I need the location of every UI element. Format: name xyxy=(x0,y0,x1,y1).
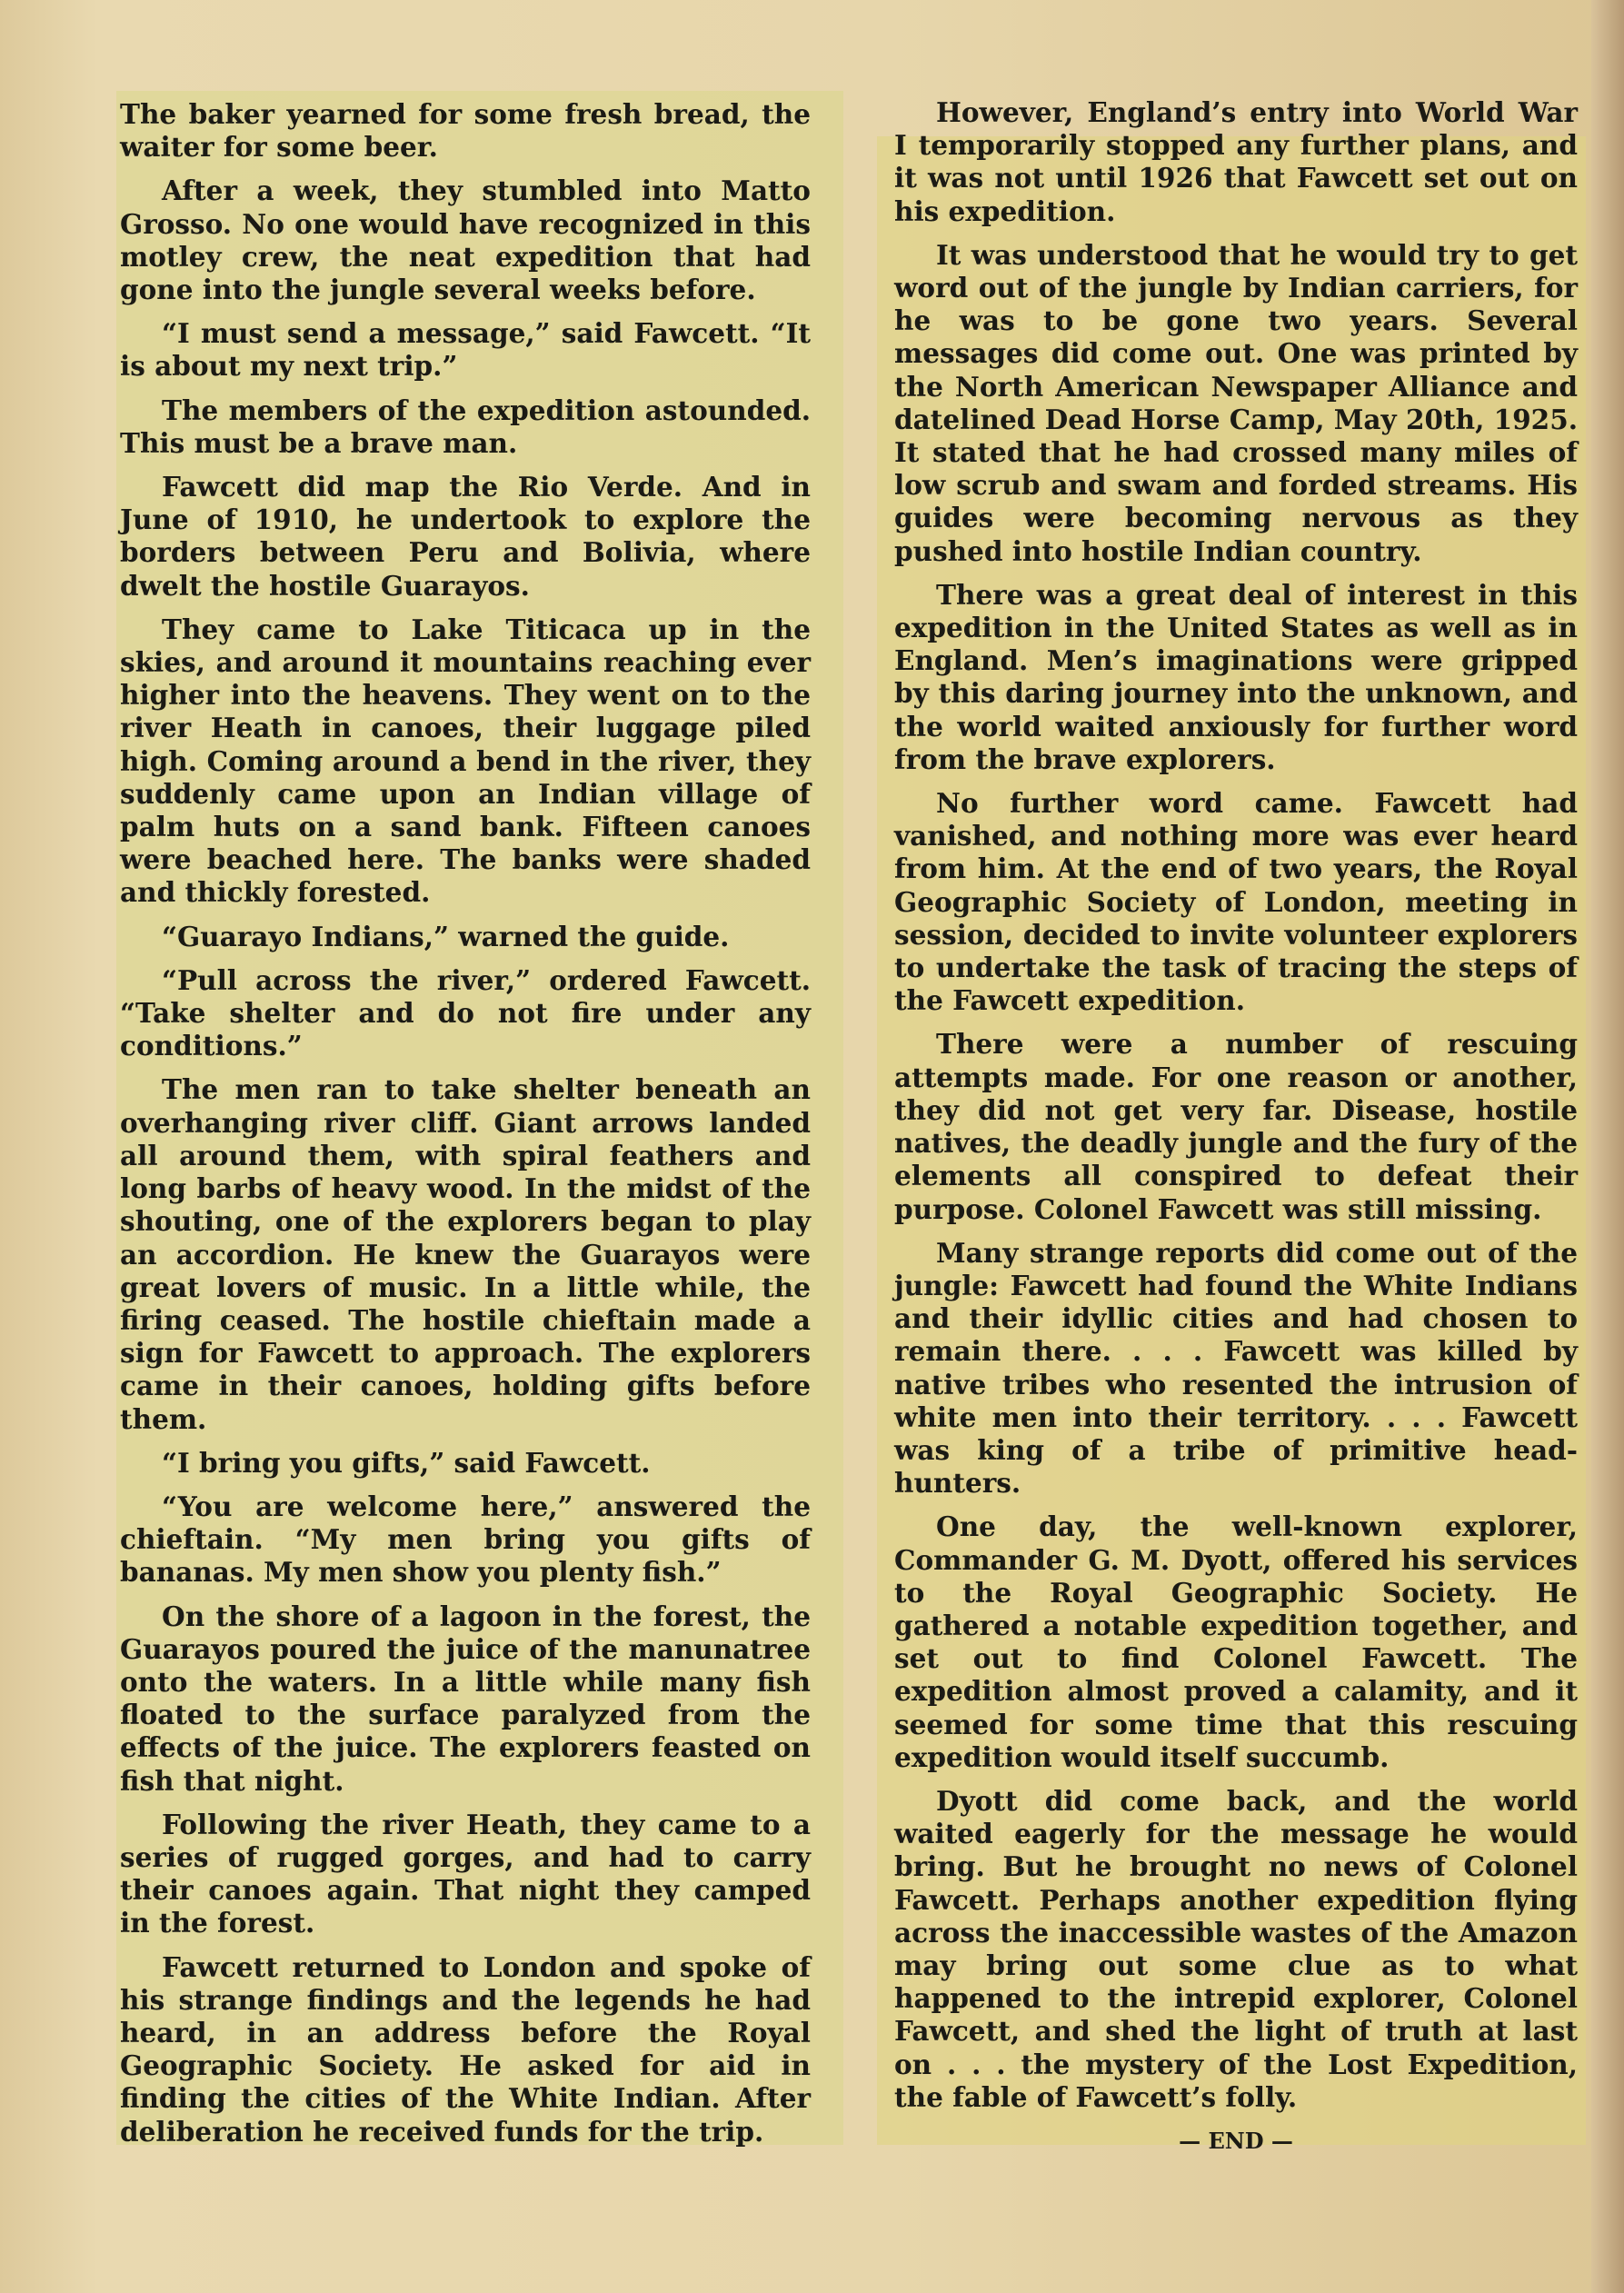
paragraph: There was a great deal of interest in this expedition in the United States as well as in England. Men’s imaginations were gripped by this daring journey into the unknown, and the world waited anxiously for further word from the brave explorers. xyxy=(894,578,1578,775)
left-text-column xyxy=(120,98,811,2159)
paragraph: The men ran to take shelter beneath an overhanging river cliff. Giant arrows landed all around them, with spiral feathers and long barbs of heavy wood. In the midst of the shouting, one of the explorers began to play an accordion. He knew the Guarayos were great lovers of music. In a little while, the firing ceased. The hostile chieftain made a sign for Fawcett to approach. The explorers came in their canoes, holding gifts before them. xyxy=(120,1073,811,1435)
paragraph: There were a number of rescuing attempts made. For one reason or another, they did not get very far. Disease, hostile natives, the deadly jungle and the fury of the elements all conspired to defeat their purpose. Colonel Fawcett was still missing. xyxy=(894,1028,1578,1225)
paragraph: One day, the well-known explorer, Commander G. M. Dyott, offered his services to the Royal Geographic Society. He gathered a notable expedition together, and set out to find Colonel Fawcett. The expedition almost proved a calamity, and it seemed for some time that this rescuing expedition would itself succumb. xyxy=(894,1510,1578,1773)
paragraph: They came to Lake Titicaca up in the skies, and around it mountains reaching ever higher into the heavens. They went on to the river Heath in canoes, their luggage piled high. Coming around a bend in the river, they suddenly came upon an Indian village of palm huts on a sand bank. Fifteen canoes were beached here. The banks were shaded and thickly forested. xyxy=(120,613,811,909)
end-mark: — END — xyxy=(1179,2127,1293,2154)
paragraph: The baker yearned for some fresh bread, the waiter for some beer. xyxy=(120,98,811,164)
paragraph: On the shore of a lagoon in the forest, the Guarayos poured the juice of the manunatree onto the waters. In a little while many fish floated to the surface paralyzed from the effects of the juice. The explorers feasted on fish that night. xyxy=(120,1600,811,1797)
paragraph: “Pull across the river,” ordered Fawcett. “Take shelter and do not fire under any conditions.” xyxy=(120,963,811,1062)
right-text-column xyxy=(894,96,1578,2168)
paragraph: It was understood that he would try to get word out of the jungle by Indian carriers, for he was to be gone two years. Several messages did come out. One was printed by the North American Newspaper Alliance and datelined Dead Horse Camp, May 20th, 1925. It stated that he had crossed many miles of low scrub and swam and forded streams. His guides were becoming nervous as they pushed into hostile Indian country. xyxy=(894,238,1578,567)
paragraph: Fawcett returned to London and spoke of his strange findings and the legends he had heard, in an address before the Royal Geographic Society. He asked for aid in finding the cities of the White Indian. After deliberation he received funds for the trip. xyxy=(120,1950,811,2148)
paragraph: After a week, they stumbled into Matto Grosso. No one would have recognized in this motley crew, the neat expedition that had gone into the jungle several weeks before. xyxy=(120,174,811,306)
paragraph: The members of the expedition astounded. This must be a brave man. xyxy=(120,394,811,459)
paragraph: “Guarayo Indians,” warned the guide. xyxy=(162,920,730,952)
paragraph: “I bring you gifts,” said Fawcett. xyxy=(162,1446,651,1479)
paragraph: Dyott did come back, and the world waited eagerly for the message he would bring. But he brought no news of Colonel Fawcett. Perhaps another expedition flying across the inaccessible wastes of the Amazon may bring out some clue as to what happened to the intrepid explorer, Colonel Fawcett, and shed the light of truth at last on . . . the mystery of the Lost Expedition, the fable of Fawcett’s folly. xyxy=(894,1784,1578,2113)
paragraph: “You are welcome here,” answered the chieftain. “My men bring you gifts of bananas. My men show you plenty fish.” xyxy=(120,1490,811,1589)
paragraph: However, England’s entry into World War I temporarily stopped any further plans, and it was not until 1926 that Fawcett set out on his expedition. xyxy=(894,96,1578,227)
paragraph: Many strange reports did come out of the jungle: Fawcett had found the White Indians and their idyllic cities and had chosen to remain there. . . . Fawcett was killed by native tribes who resented the intrusion of white men into their territory. . . . Fawcett was king of a tribe of primitive head-hunters. xyxy=(894,1236,1578,1500)
paragraph: “I must send a message,” said Fawcett. “It is about my next trip.” xyxy=(120,317,811,383)
paragraph: Fawcett did map the Rio Verde. And in June of 1910, he undertook to explore the borders between Peru and Bolivia, where dwelt the hostile Guarayos. xyxy=(120,471,811,602)
paragraph: No further word came. Fawcett had vanished, and nothing more was ever heard from him. At the end of two years, the Royal Geographic Society of London, meeting in session, decided to invite volunteer explorers to undertake the task of tracing the steps of the Fawcett expedition. xyxy=(894,787,1578,1017)
page-edge xyxy=(1591,0,1624,2293)
paragraph: Following the river Heath, they came to a series of rugged gorges, and had to carry their canoes again. That night they camped in the forest. xyxy=(120,1808,811,1939)
